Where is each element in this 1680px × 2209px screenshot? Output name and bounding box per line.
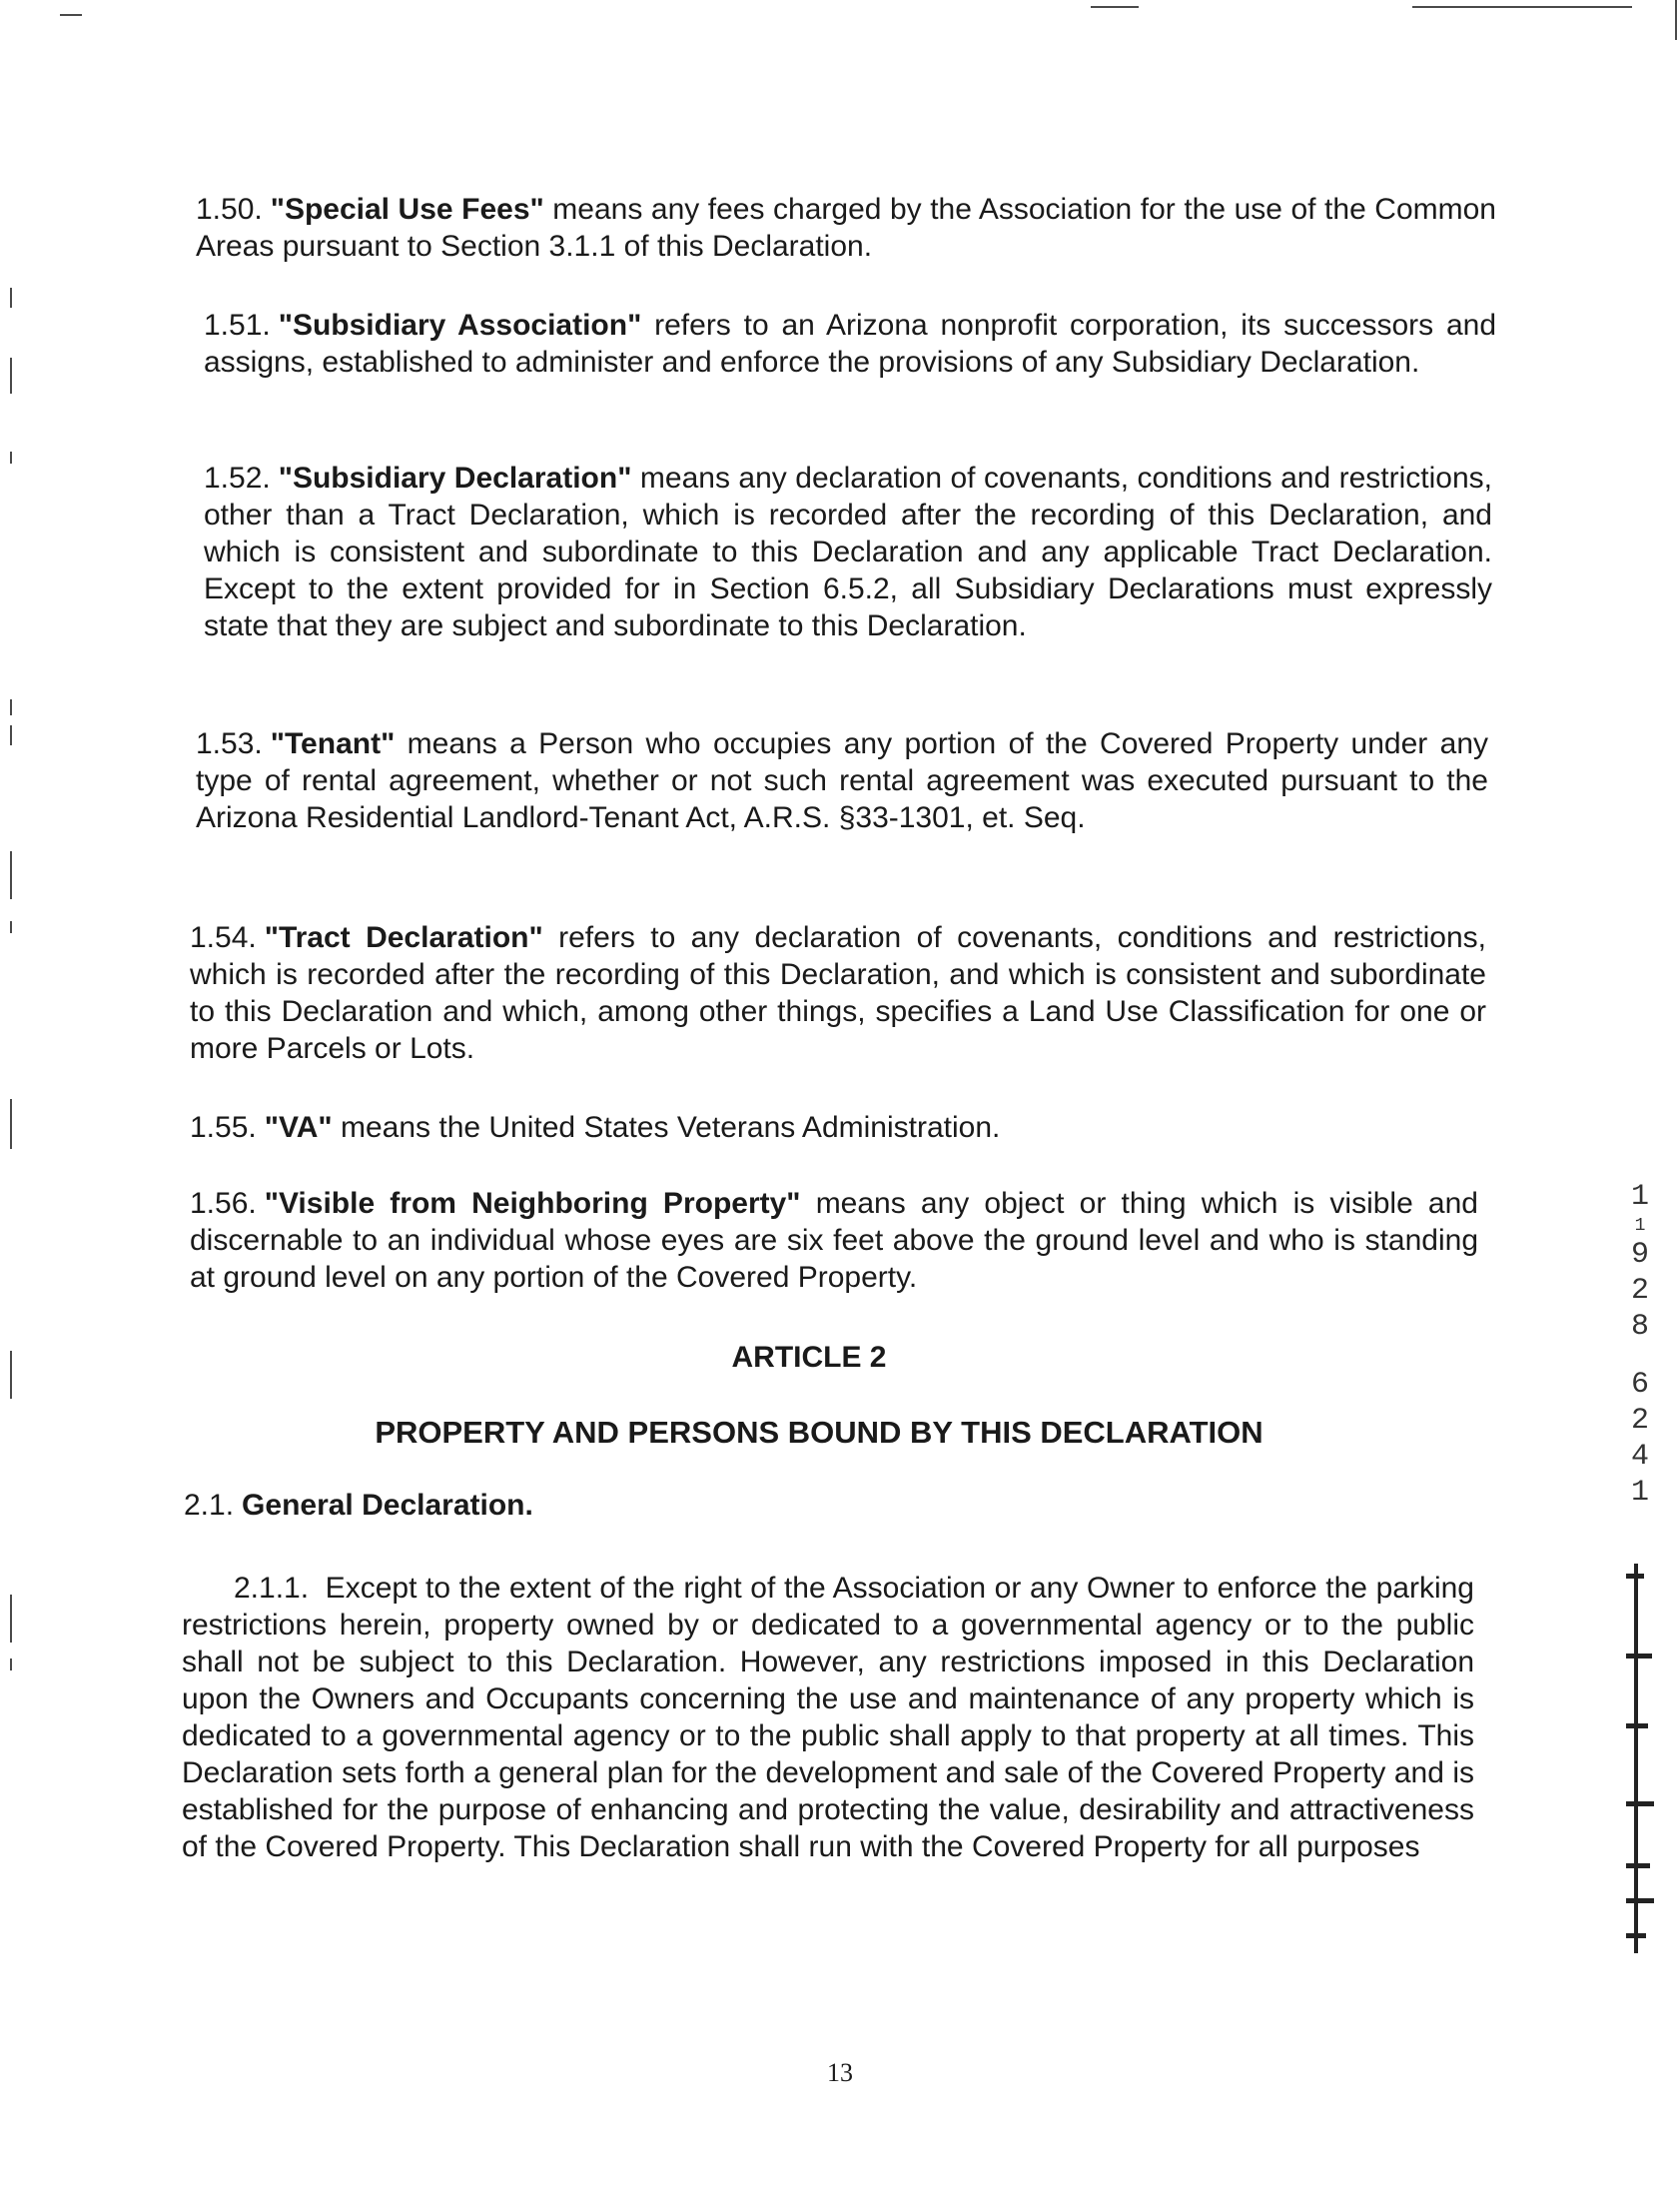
stamp-digit: 1 (1634, 1216, 1646, 1236)
stamp-digit: 6 (1630, 1368, 1649, 1402)
definition-term: "Tract Declaration" (264, 921, 543, 954)
stamp-digit: 9 (1630, 1238, 1649, 1272)
definition-number: 1.52. (204, 462, 271, 495)
definition-term: "VA" (264, 1111, 333, 1144)
barcode-tick (1626, 1654, 1652, 1658)
definition-1-50 (196, 191, 1496, 265)
definition-number: 1.54. (190, 921, 257, 954)
barcode-tick (1626, 1898, 1654, 1903)
definition-number: 1.53. (196, 727, 263, 760)
definition-1-55 (190, 1109, 1486, 1146)
section-2-1-heading (184, 1487, 1083, 1524)
scan-mark-left-1 (10, 288, 12, 308)
stamp-digit: 8 (1630, 1310, 1649, 1344)
scan-mark-left-8 (10, 1099, 12, 1149)
definition-text: refers to any declaration of covenants, conditions and restrictions, which is recorded after the recording of this Declaration, and which is consistent and subordinate to this Declaration and which, among other things, specifies a Land Use Classification for one or more Parcels or Lots. (190, 921, 1486, 1065)
definition-number: 1.51. (204, 309, 271, 342)
definition-number: 1.55. (190, 1111, 257, 1144)
article-subtitle: PROPERTY AND PERSONS BOUND BY THIS DECLARATION (375, 1415, 1263, 1450)
definition-1-53 (196, 725, 1488, 836)
barcode-tick (1626, 1933, 1646, 1938)
page-number: 13 (827, 2058, 853, 2087)
definition-1-52 (204, 460, 1492, 644)
definition-number: 1.50. (196, 193, 263, 226)
scan-mark-left-9 (10, 1351, 12, 1399)
stamp-digit: 1 (1630, 1180, 1649, 1214)
definition-text: means the United States Veterans Administration. (332, 1111, 1001, 1144)
stamp-gap (1618, 1345, 1662, 1367)
definition-text: means a Person who occupies any portion of the Covered Property under any type of rental agreement, whether or not such rental agreement was executed pursuant to the Arizona Residential Landlord-Tenant Act, A.R.S. §33-1301, et. Seq. (196, 727, 1488, 834)
scan-mark-left-7 (10, 921, 12, 933)
barcode-tick (1626, 1723, 1648, 1728)
definition-term: "Subsidiary Association" (278, 309, 642, 342)
scan-mark-left-11 (10, 1658, 12, 1670)
definition-term: "Visible from Neighboring Property" (264, 1187, 801, 1220)
recording-stamp (1618, 1179, 1662, 1511)
definition-term: "Tenant" (270, 727, 396, 760)
stamp-digit: 1 (1630, 1476, 1649, 1510)
subsection-number: 2.1.1. (234, 1572, 310, 1605)
scan-mark-left-10 (10, 1595, 12, 1643)
barcode-tick (1626, 1801, 1654, 1806)
section-title: General Declaration. (242, 1489, 533, 1522)
recording-barcode (1626, 1564, 1656, 1953)
article-title: ARTICLE 2 (731, 1341, 887, 1374)
stamp-digit: 2 (1630, 1274, 1649, 1308)
scan-artifact-right-edge (1675, 0, 1677, 40)
definition-1-51 (204, 307, 1496, 381)
scan-mark-left-5 (10, 725, 12, 745)
definition-term: "Subsidiary Declaration" (278, 462, 632, 495)
definition-text: means any object or thing which is visible and discernable to an individual whose eyes are six feet above the ground level and who is standing at ground level on any portion of the Covered Property. (190, 1187, 1478, 1294)
scan-artifact-top-mid (1091, 6, 1139, 8)
definition-text: means any fees charged by the Association for the use of the Common Areas pursuant to Section 3.1.1 of this Declaration. (196, 193, 1496, 263)
subsection-text: Except to the extent of the right of the Association or any Owner to enforce the parking restrictions herein, property owned by or dedicated to a governmental agency or to the public shall not be subject to this Declaration. However, any restrictions imposed in this Declaration upon the Owners and Occupants concerning the use and maintenance of any property which is dedicated to a governmental agency or to the public shall apply to that property at all times. This Declaration sets forth a general plan for the development and sale of the Covered Property and is established for the purpose of enhancing and protecting the value, desirability and attractiveness of the Covered Property. This Declaration shall run with the Covered Property for all purposes (182, 1572, 1474, 1863)
scan-artifact-top-left (60, 14, 82, 16)
definition-term: "Special Use Fees" (270, 193, 544, 226)
definition-text: means any declaration of covenants, conditions and restrictions, other than a Tract Declaration, which is recorded after the recording of this Declaration, and which is consistent and subordinate to this Declaration and any applicable Tract Declaration. Except to the extent provided for in Section 6.5.2, all Subsidiary Declarations must expressly state that they are subject and subordinate to this Declaration. (204, 462, 1492, 642)
subsection-2-1-1 (182, 1570, 1474, 1865)
barcode-tick (1626, 1574, 1644, 1579)
barcode-spine (1634, 1564, 1638, 1953)
barcode-tick (1626, 1863, 1650, 1868)
definition-1-56 (190, 1185, 1478, 1296)
definition-1-54 (190, 919, 1486, 1067)
stamp-digit: 4 (1630, 1440, 1649, 1474)
scan-artifact-top-right (1412, 6, 1632, 8)
scan-mark-left-4 (10, 699, 12, 715)
scan-mark-left-2 (10, 358, 12, 394)
stamp-digit: 2 (1630, 1404, 1649, 1438)
definition-text: refers to an Arizona nonprofit corporation, its successors and assigns, established to administer and enforce the provisions of any Subsidiary Declaration. (204, 309, 1497, 379)
scan-mark-left-3 (10, 452, 12, 464)
definition-number: 1.56. (190, 1187, 257, 1220)
section-number: 2.1. (184, 1489, 235, 1522)
scan-mark-left-6 (10, 851, 12, 899)
